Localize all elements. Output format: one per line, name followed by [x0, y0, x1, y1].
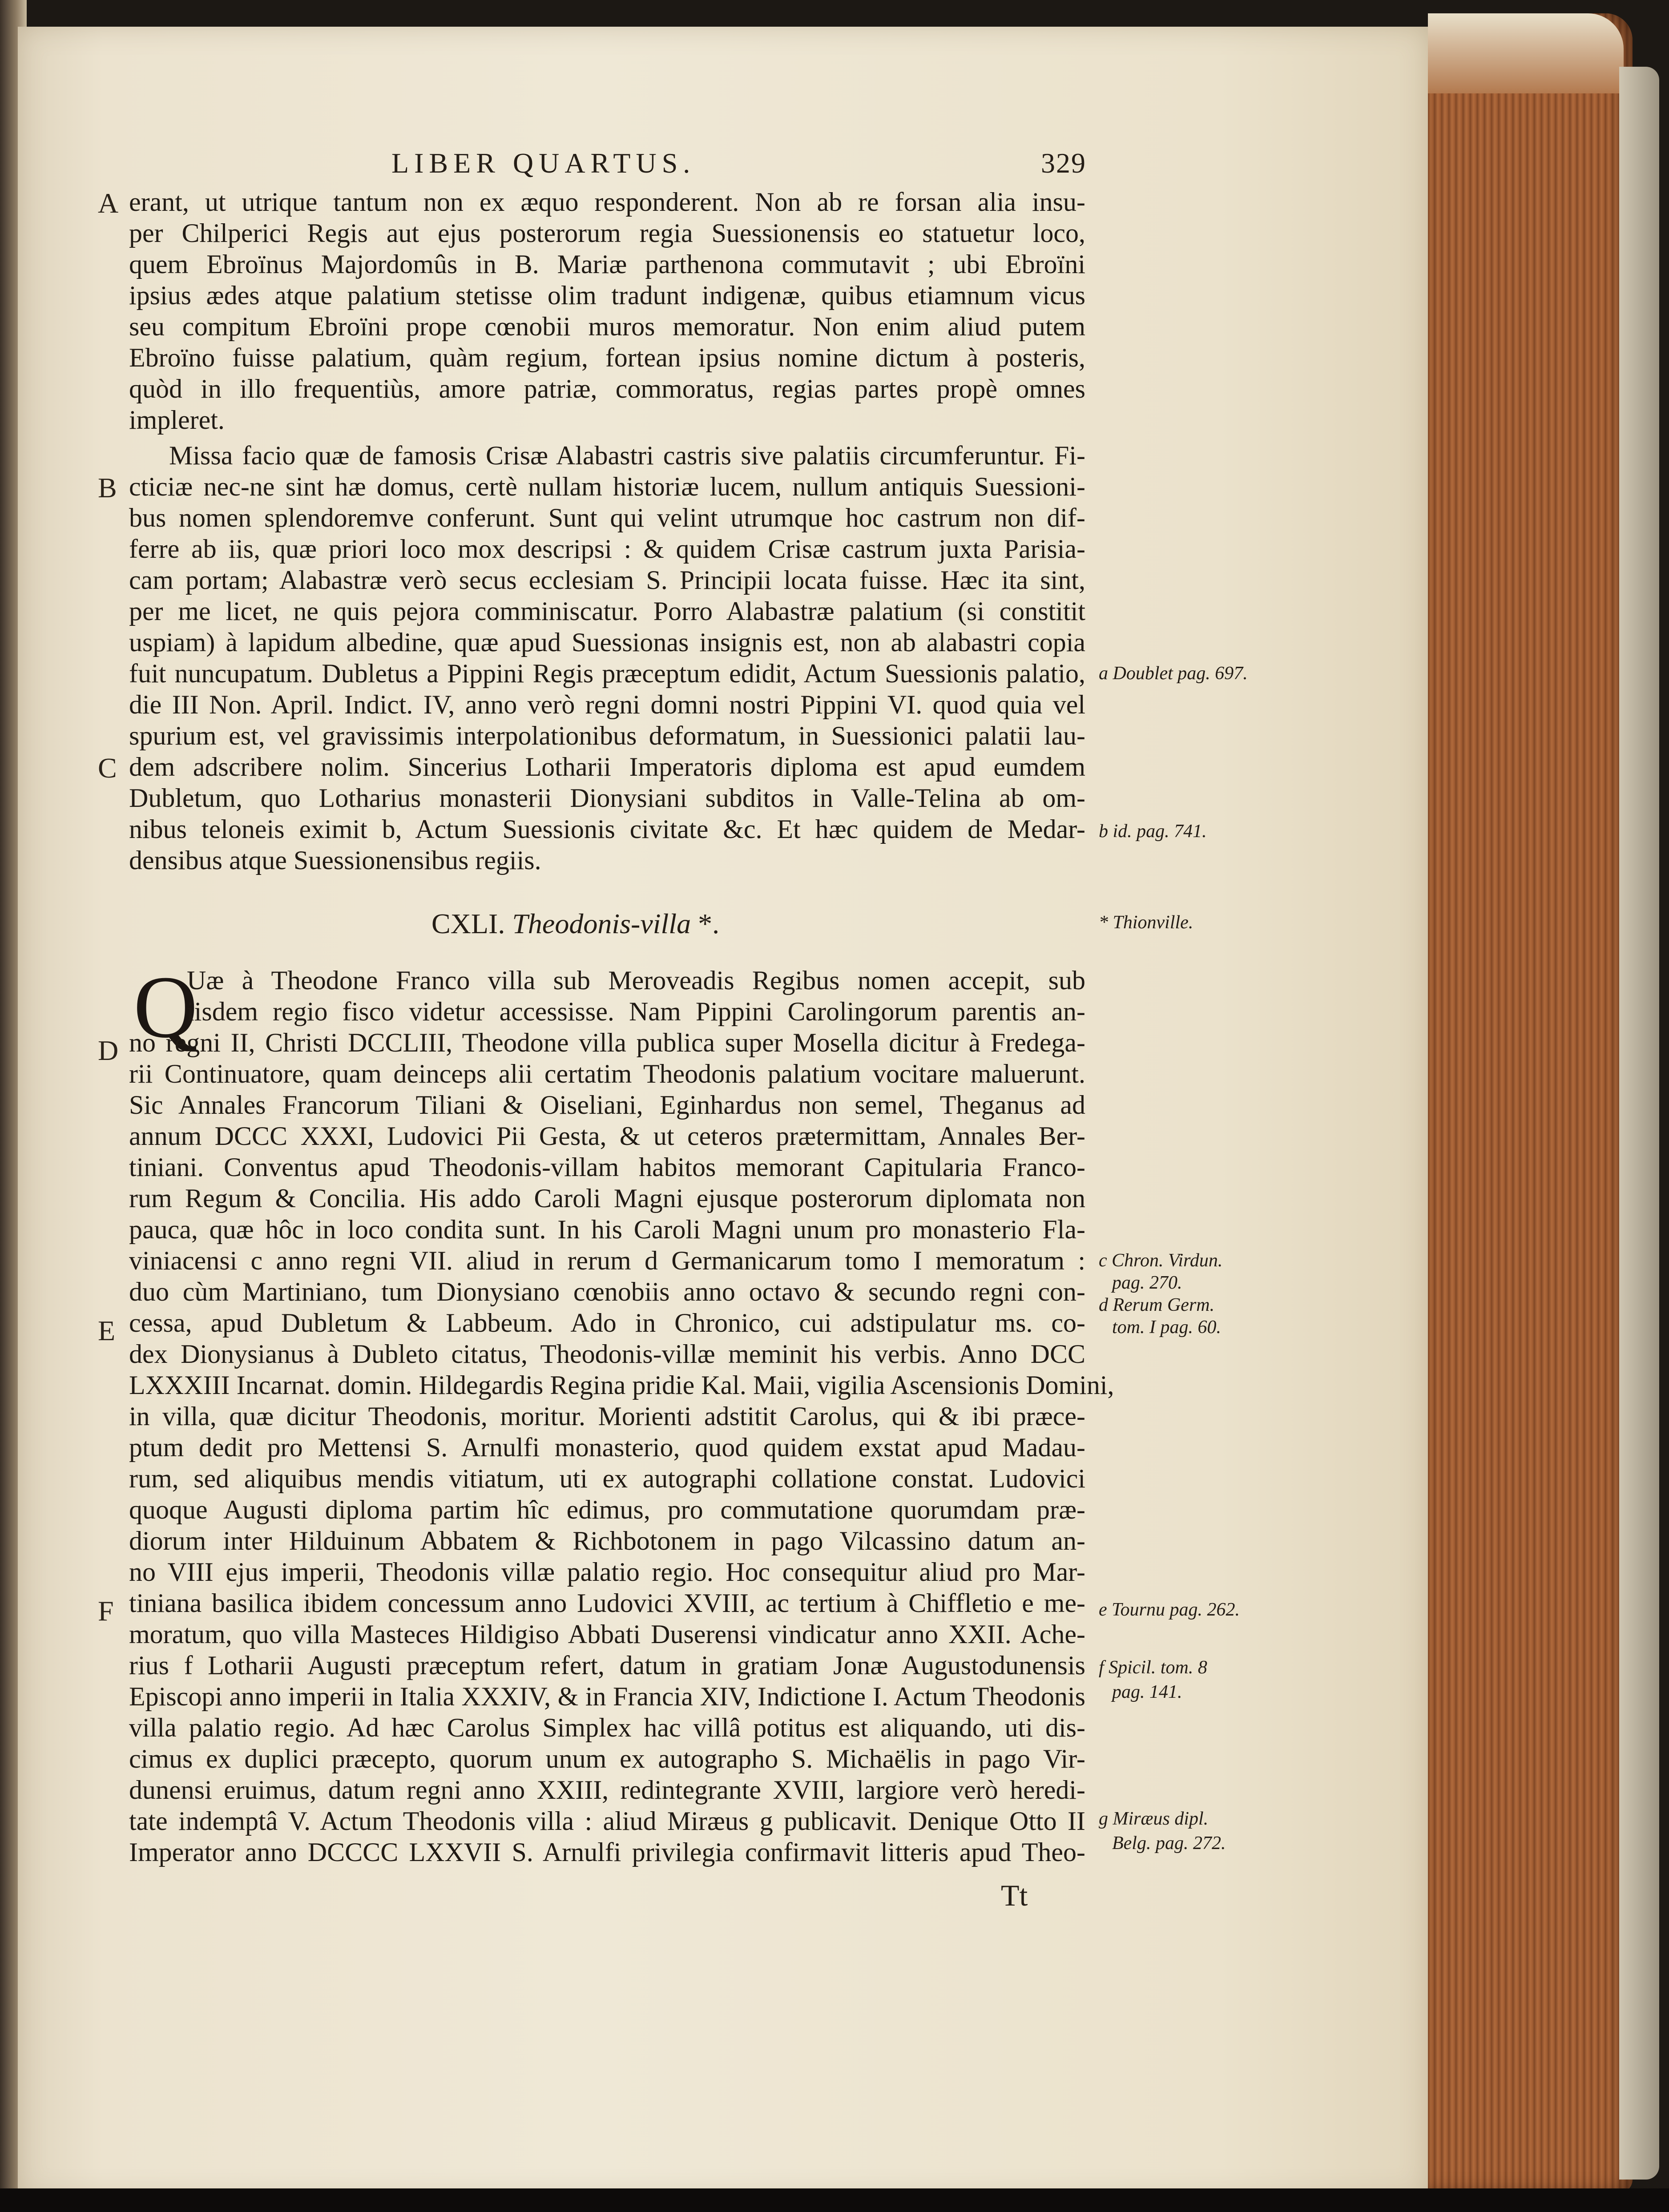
text-line: viniacensi c anno regni VII. aliud in rerum d Germanicarum tomo I memoratum :	[129, 1246, 1085, 1275]
text-line: uspiam) à lapidum albedine, quæ apud Suessionas insignis est, non ab alabastri copia	[129, 628, 1085, 657]
text-line: die III Non. April. Indict. IV, anno verò regni domni nostri Pippini VI. quod quia vel	[129, 690, 1085, 719]
text-line: no VIII ejus imperii, Theodonis villæ palatio regio. Hoc consequitur aliud pro Mar-	[129, 1557, 1085, 1587]
text-line: rius f Lotharii Augusti præceptum refert, datum in gratiam Jonæ Augustodunensis	[129, 1651, 1085, 1680]
signature-mark: Tt	[1001, 1878, 1028, 1912]
text-line: diorum inter Hilduinum Abbatem & Richbotonem in pago Vilcassino datum an-	[129, 1526, 1085, 1555]
text-line: cimus ex duplici præcepto, quorum unum ex autographo S. Michaëlis in pago Vir-	[129, 1744, 1085, 1773]
text-line: ipsius ædes atque palatium stetisse olim tradunt indigenæ, quibus etiamnum vicus	[129, 281, 1085, 310]
text-line: quòd in illo frequentiùs, amore patriæ, commoratus, regias partes propè omnes	[129, 374, 1085, 403]
margin-letter-c: C	[98, 752, 117, 784]
drop-cap: Q	[133, 958, 198, 1056]
text-line: seu compitum Ebroïni prope cœnobii muros memoratur. Non enim aliud putem	[129, 312, 1085, 341]
section-heading	[431, 907, 719, 940]
text-line: spurium est, vel gravissimis interpolationibus deformatum, in Suessionici palatii lau-	[129, 721, 1085, 750]
text-line: ptum dedit pro Mettensi S. Arnulfi monasterio, quod quidem exstat apud Madau-	[129, 1433, 1085, 1462]
margin-letter-d: D	[98, 1035, 119, 1066]
text-line: Ebroïno fuisse palatium, quàm regium, fortean ipsius nomine dictum à posteris,	[129, 343, 1085, 372]
text-line: Missa facio quæ de famosis Crisæ Alabastri castris sive palatiis circumferuntur. Fi-	[169, 441, 1085, 470]
page-edges-top	[1428, 13, 1624, 93]
text-line: cam portam; Alabastræ verò secus ecclesiam S. Principii locata fuisse. Hæc ita sint,	[129, 565, 1085, 595]
section-number: CXLI.	[431, 908, 505, 939]
margin-letter-b: B	[98, 472, 117, 504]
page-edges	[1428, 13, 1633, 2193]
text-line: dex Dionysianus à Dubleto citatus, Theodonis-villæ meminit his verbis. Anno DCC	[129, 1339, 1085, 1369]
margin-note: pag. 141.	[1112, 1682, 1182, 1702]
text-line: Sic Annales Francorum Tiliani & Oiseliani, Eginhardus non semel, Theganus ad	[129, 1090, 1085, 1120]
text-line: in villa, quæ dicitur Theodonis, moritur. Morienti adstitit Carolus, qui & ibi præce-	[129, 1402, 1085, 1431]
margin-note: a Doublet pag. 697.	[1099, 663, 1248, 684]
text-line: moratum, quo villa Masteces Hildigiso Abbati Duserensi vindicatur anno XXII. Ache-	[129, 1620, 1085, 1649]
margin-note: e Tournu pag. 262.	[1099, 1600, 1240, 1620]
text-line: duo cùm Martiniano, tum Dionysiano cœnobiis anno octavo & secundo regni con-	[129, 1277, 1085, 1306]
text-line: annum DCCC XXXI, Ludovici Pii Gesta, & ut ceteros prætermittam, Annales Ber-	[129, 1121, 1085, 1151]
margin-note: pag. 270.	[1112, 1273, 1182, 1293]
text-line: quem Ebroïnus Majordomûs in B. Mariæ parthenona commutavit ; ubi Ebroïni	[129, 250, 1085, 279]
margin-letter-f: F	[98, 1595, 114, 1627]
text-line: per Chilperici Regis aut ejus posterorum regia Suessionensis eo statuetur loco,	[129, 218, 1085, 248]
text-line: villa palatio regio. Ad hæc Carolus Simplex hac villâ potitus est aliquando, uti dis-	[129, 1713, 1085, 1742]
text-line: bus nomen splendoremve conferunt. Sunt qui velint utrumque hoc castrum non dif-	[129, 503, 1085, 532]
margin-note: Belg. pag. 272.	[1112, 1833, 1226, 1853]
text-line: rum, sed aliquibus mendis vitiatum, uti ex autographi collatione constat. Ludovici	[129, 1464, 1085, 1493]
text-line: rum Regum & Concilia. His addo Caroli Magni ejusque posterorum diplomata non	[129, 1184, 1085, 1213]
text-line: fuit nuncupatum. Dubletus a Pippini Regis præceptum edidit, Actum Suessionis palatio,	[129, 659, 1085, 688]
margin-letter-e: E	[98, 1315, 116, 1346]
text-line: ferre ab iis, quæ priori loco mox descripsi : & quidem Crisæ castrum juxta Parisia-	[129, 534, 1085, 564]
text-line: tate indemptâ V. Actum Theodonis villa : aliud Miræus g publicavit. Denique Otto II	[129, 1806, 1085, 1836]
margin-note: f Spicil. tom. 8	[1099, 1657, 1207, 1678]
text-line: pauca, quæ hôc in loco condita sunt. In his Caroli Magni unum pro monasterio Fla-	[129, 1215, 1085, 1244]
text-line: rii Continuatore, quam deinceps alii certatim Theodonis palatium vocitare maluerunt.	[129, 1059, 1085, 1088]
text-line: Imperator anno DCCCC LXXVII S. Arnulfi privilegia confirmavit litteris apud Theo-	[129, 1837, 1085, 1867]
margin-note: * Thionville.	[1099, 912, 1193, 933]
text-line: Uæ à Theodone Franco villa sub Meroveadis Regibus nomen accepit, sub	[187, 966, 1085, 995]
text-line: iisdem regio fisco videtur accessisse. Nam Pippini Carolingorum parentis an-	[187, 997, 1085, 1026]
section-title: Theodonis-villa	[512, 908, 691, 939]
text-line: tiniana basilica ibidem concessum anno Ludovici XVIII, ac tertium à Chiffletio e me-	[129, 1588, 1085, 1618]
margin-note: d Rerum Germ.	[1099, 1295, 1215, 1315]
text-line: Episcopi anno imperii in Italia XXXIV, & in Francia XIV, Indictione I. Actum Theodonis	[129, 1682, 1085, 1711]
margin-note: g Miræus dipl.	[1099, 1809, 1209, 1829]
text-line: tiniani. Conventus apud Theodonis-villam habitos memorant Capitularia Franco-	[129, 1152, 1085, 1182]
running-title: LIBER QUARTUS.	[391, 147, 696, 179]
margin-note: c Chron. Virdun.	[1099, 1250, 1223, 1271]
text-line: densibus atque Suessionensibus regiis.	[129, 846, 541, 875]
scan-bottom-strip	[0, 2188, 1669, 2212]
page-number: 329	[1041, 147, 1086, 179]
cover-edge	[1619, 67, 1659, 2180]
text-line: quoque Augusti diploma partim hîc edimus, pro commutatione quorumdam præ-	[129, 1495, 1085, 1524]
text-line: cessa, apud Dubletum & Labbeum. Ado in Chronico, cui adstipulatur ms. co-	[129, 1308, 1085, 1338]
text-line: cticiæ nec-ne sint hæ domus, certè nullam historiæ lucem, nullum antiquis Suessioni-	[129, 472, 1085, 501]
text-line: LXXXIII Incarnat. domin. Hildegardis Regina pridie Kal. Maii, vigilia Ascensionis Domini,	[129, 1370, 1114, 1400]
section-footnote-mark: *.	[698, 908, 720, 939]
text-line: Dubletum, quo Lotharius monasterii Dionysiani subditos in Valle-Telina ab om-	[129, 783, 1085, 813]
text-line: nibus teloneis eximit b, Actum Suessionis civitate &c. Et hæc quidem de Medar-	[129, 814, 1085, 844]
margin-letter-a: A	[98, 187, 119, 219]
margin-note: b id. pag. 741.	[1099, 821, 1207, 842]
text-line: erant, ut utrique tantum non ex æquo responderent. Non ab re forsan alia insu-	[129, 187, 1085, 217]
text-line: no regni II, Christi DCCLIII, Theodone villa publica super Mosella dicitur à Fredega-	[129, 1028, 1085, 1057]
text-line: dem adscribere nolim. Sincerius Lotharii Imperatoris diploma est apud eumdem	[129, 752, 1085, 782]
margin-note: tom. I pag. 60.	[1112, 1317, 1221, 1338]
text-line: per me licet, ne quis pejora comminiscatur. Porro Alabastræ palatium (si constitit	[129, 596, 1085, 626]
text-line: impleret.	[129, 405, 225, 435]
text-line: dunensi eruimus, datum regni anno XXIII, redintegrante XVIII, largiore verò heredi-	[129, 1775, 1085, 1805]
